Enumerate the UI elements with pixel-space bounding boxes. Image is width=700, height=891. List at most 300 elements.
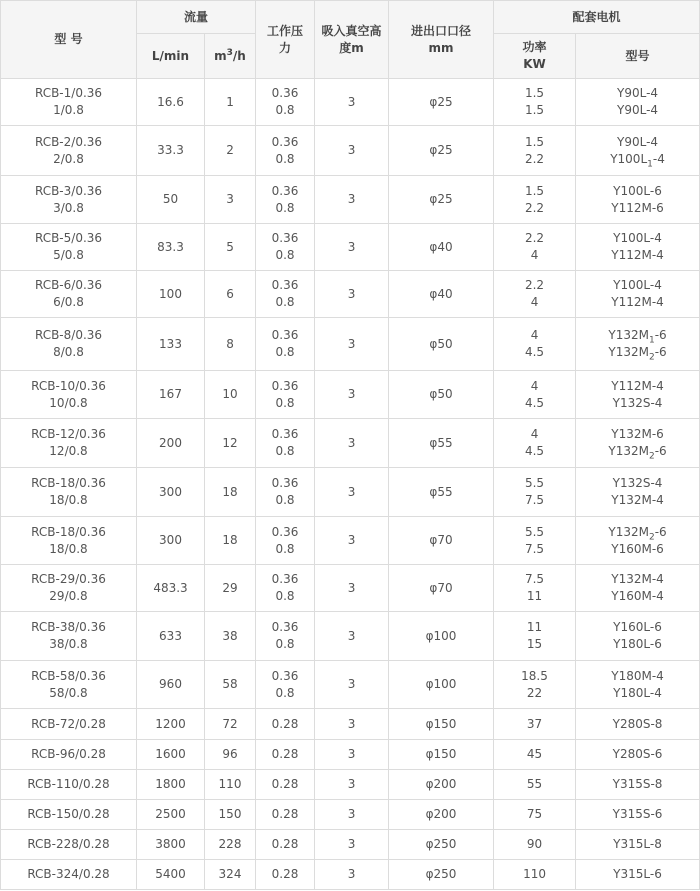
cell-model (1, 770, 137, 800)
cell-diameter: φ55 (389, 419, 494, 468)
cell-power (494, 860, 576, 890)
cell-flow-m3h: 1 (205, 79, 256, 126)
cell-power-line: 2.2 (524, 151, 545, 166)
cell-power-line: 15 (526, 637, 543, 651)
cell-flow-lmin: 633 (137, 612, 205, 661)
table-row (1, 860, 700, 890)
cell-diameter: φ250 (389, 830, 494, 860)
cell-pressure-line: 0.28 (271, 777, 299, 791)
cell-model (1, 860, 137, 890)
cell-vacuum: 3 (315, 318, 389, 371)
cell-power-line: 5.5 (524, 476, 545, 490)
cell-power-line: 2.2 (524, 231, 545, 245)
cell-power (494, 271, 576, 318)
cell-model-line: RCB-12/0.36 (31, 427, 106, 441)
cell-motor-model-line: Y132M-4 (611, 493, 664, 507)
cell-power-line: 4 (530, 295, 539, 309)
cell-motor-model-line: Y180M-4 (611, 668, 664, 683)
cell-motor-model-line: Y112M-6 (611, 200, 664, 215)
cell-diameter: φ40 (389, 271, 494, 318)
cell-power (494, 612, 576, 661)
table-row (1, 126, 700, 176)
cell-pressure (256, 860, 315, 890)
cell-diameter: φ150 (389, 740, 494, 770)
cell-power (494, 126, 576, 176)
cell-motor-model (576, 661, 700, 709)
table-row (1, 468, 700, 517)
cell-motor-model-line: Y90L-4 (617, 86, 659, 100)
cell-model (1, 661, 137, 709)
cell-pressure (256, 419, 315, 468)
cell-model (1, 371, 137, 419)
cell-diameter: φ25 (389, 126, 494, 176)
cell-motor-model-line: Y132S-4 (612, 395, 663, 410)
cell-model-line: RCB-150/0.28 (27, 807, 110, 821)
cell-pressure (256, 612, 315, 661)
cell-power (494, 176, 576, 224)
cell-motor-model-line: Y280S-6 (612, 747, 663, 761)
cell-flow-m3h: 18 (205, 517, 256, 565)
header-vacuum (315, 1, 389, 79)
cell-model (1, 612, 137, 661)
cell-vacuum: 3 (315, 517, 389, 565)
cell-power (494, 79, 576, 126)
table-row (1, 830, 700, 860)
table-header (1, 1, 700, 79)
cell-pressure-line: 0.36 (271, 183, 299, 198)
cell-flow-m3h: 3 (205, 176, 256, 224)
cell-flow-m3h: 58 (205, 661, 256, 709)
cell-power (494, 770, 576, 800)
cell-power-line: 4.5 (524, 345, 545, 359)
cell-motor-model (576, 860, 700, 890)
cell-vacuum: 3 (315, 800, 389, 830)
cell-power-line: 1.5 (524, 134, 545, 149)
cell-model-line: 1/0.8 (53, 103, 84, 117)
cell-power (494, 318, 576, 371)
cell-pressure-line: 0.28 (271, 716, 299, 731)
cell-flow-m3h: 10 (205, 371, 256, 419)
cell-pressure-line: 0.28 (271, 837, 299, 851)
cell-flow-lmin: 300 (137, 517, 205, 565)
cell-model-line: RCB-2/0.36 (34, 134, 103, 149)
header-flow-m3h-suffix: /h (232, 48, 246, 63)
cell-pressure-line: 0.36 (271, 134, 299, 149)
cell-vacuum: 3 (315, 271, 389, 318)
cell-flow-lmin: 200 (137, 419, 205, 468)
cell-flow-lmin: 1600 (137, 740, 205, 770)
cell-pressure-line: 0.8 (275, 200, 295, 215)
cell-flow-lmin: 483.3 (137, 565, 205, 612)
cell-model (1, 318, 137, 371)
cell-vacuum: 3 (315, 770, 389, 800)
cell-flow-m3h: 38 (205, 612, 256, 661)
cell-pressure-line: 0.8 (275, 151, 295, 166)
cell-pressure-line: 0.36 (271, 328, 299, 342)
cell-power-line: 45 (526, 747, 543, 761)
cell-flow-m3h: 150 (205, 800, 256, 830)
cell-power-line: 2.2 (524, 200, 545, 215)
cell-power (494, 709, 576, 740)
cell-power (494, 468, 576, 517)
cell-motor-model-line: Y160M-4 (611, 589, 664, 603)
cell-model (1, 126, 137, 176)
cell-motor-model (576, 79, 700, 126)
header-power (494, 34, 576, 79)
cell-motor-model-line: $Y132M_2-6$ (608, 524, 667, 542)
cell-motor-model-line: Y132S-4 (612, 476, 663, 490)
header-flow: 流量 (137, 1, 256, 34)
header-flow-m3h-sup: 3 (226, 47, 233, 58)
cell-model (1, 271, 137, 318)
cell-power (494, 800, 576, 830)
cell-pressure-line: 0.28 (271, 747, 299, 761)
table-row (1, 565, 700, 612)
cell-model-line: RCB-3/0.36 (34, 183, 103, 198)
table-row (1, 79, 700, 126)
cell-flow-lmin: 133 (137, 318, 205, 371)
cell-diameter: φ150 (389, 709, 494, 740)
cell-power-line: 7.5 (524, 493, 545, 507)
cell-vacuum: 3 (315, 661, 389, 709)
table-row (1, 224, 700, 271)
cell-vacuum: 3 (315, 612, 389, 661)
cell-pressure (256, 468, 315, 517)
cell-pressure (256, 224, 315, 271)
cell-power-line: 1.5 (524, 183, 545, 198)
cell-motor-model-line: Y280S-8 (612, 716, 663, 731)
table-row (1, 800, 700, 830)
cell-power (494, 517, 576, 565)
cell-flow-m3h: 324 (205, 860, 256, 890)
cell-model-line: RCB-1/0.36 (34, 86, 103, 100)
header-pressure-label: 工作压力 (267, 23, 304, 55)
cell-model (1, 517, 137, 565)
table-row (1, 740, 700, 770)
cell-model-line: 2/0.8 (53, 151, 84, 166)
cell-motor-model-line: Y315S-8 (612, 777, 663, 791)
cell-pressure-line: 0.36 (271, 378, 299, 393)
cell-power-line: 90 (526, 837, 543, 851)
cell-pressure-line: 0.8 (275, 589, 295, 603)
cell-power-line: 4.5 (524, 395, 545, 410)
cell-pressure (256, 271, 315, 318)
cell-flow-lmin: 960 (137, 661, 205, 709)
cell-motor-model-line: Y315L-8 (613, 837, 662, 851)
cell-pressure-line: 0.28 (271, 867, 299, 881)
cell-motor-model-line: Y100L-4 (613, 231, 662, 245)
cell-pressure-line: 0.36 (271, 476, 299, 490)
cell-power-line: 37 (526, 716, 543, 731)
header-diameter-line1: 进出口口径 (411, 23, 472, 38)
cell-flow-m3h: 12 (205, 419, 256, 468)
cell-model-line: RCB-18/0.36 (31, 524, 106, 539)
cell-model-line: 29/0.8 (49, 589, 88, 603)
cell-power (494, 371, 576, 419)
cell-diameter: φ55 (389, 468, 494, 517)
cell-flow-lmin: 5400 (137, 860, 205, 890)
cell-motor-model-line: $Y132M_2-6$ (608, 345, 667, 363)
cell-model-line: RCB-110/0.28 (27, 777, 110, 791)
cell-power-line: 1.5 (524, 86, 545, 100)
cell-motor-model (576, 830, 700, 860)
cell-vacuum: 3 (315, 79, 389, 126)
header-motor-model: 型号 (576, 34, 700, 79)
cell-motor-model-line: Y100L-6 (613, 183, 662, 198)
cell-model-line: RCB-6/0.36 (34, 278, 103, 292)
header-vacuum-label: 吸入真空高度m (321, 23, 382, 55)
cell-motor-model (576, 800, 700, 830)
table-body (1, 79, 700, 890)
cell-motor-model (576, 709, 700, 740)
cell-model-line: RCB-58/0.36 (31, 668, 106, 683)
cell-pressure (256, 770, 315, 800)
cell-flow-lmin: 300 (137, 468, 205, 517)
table-row (1, 176, 700, 224)
cell-power-line: 18.5 (521, 668, 548, 683)
cell-model (1, 565, 137, 612)
cell-power (494, 224, 576, 271)
cell-pressure-line: 0.36 (271, 668, 299, 683)
cell-model-line: RCB-18/0.36 (31, 476, 106, 490)
cell-model (1, 419, 137, 468)
header-pressure (256, 1, 315, 79)
cell-model-line: 38/0.8 (49, 637, 88, 651)
cell-flow-lmin: 33.3 (137, 126, 205, 176)
cell-motor-model (576, 770, 700, 800)
cell-model-line: 18/0.8 (49, 493, 88, 507)
cell-motor-model-line: Y315S-6 (612, 807, 663, 821)
cell-power-line: 7.5 (524, 541, 545, 556)
cell-power-line: 4 (530, 427, 539, 441)
header-diameter-line2: mm (428, 40, 454, 55)
cell-model-line: RCB-72/0.28 (31, 716, 106, 731)
header-flow-lmin: L/min (137, 34, 205, 79)
cell-pressure-line: 0.28 (271, 807, 299, 821)
cell-model-line: RCB-8/0.36 (34, 328, 103, 342)
cell-flow-m3h: 228 (205, 830, 256, 860)
cell-flow-m3h: 110 (205, 770, 256, 800)
cell-model-line: 58/0.8 (49, 685, 88, 700)
table-row (1, 612, 700, 661)
cell-power-line: 22 (526, 685, 543, 700)
cell-pressure (256, 830, 315, 860)
cell-flow-lmin: 1800 (137, 770, 205, 800)
cell-model (1, 176, 137, 224)
cell-pressure (256, 371, 315, 419)
cell-flow-lmin: 83.3 (137, 224, 205, 271)
cell-motor-model (576, 468, 700, 517)
cell-power-line: 1.5 (524, 103, 545, 117)
cell-power-line: 55 (526, 777, 543, 791)
cell-motor-model-line: Y180L-6 (613, 637, 662, 651)
header-power-line2: KW (523, 57, 546, 71)
cell-flow-lmin: 16.6 (137, 79, 205, 126)
cell-pressure (256, 800, 315, 830)
cell-pressure-line: 0.36 (271, 231, 299, 245)
cell-pressure-line: 0.8 (275, 103, 295, 117)
cell-power-line: 4 (530, 248, 539, 262)
cell-motor-model (576, 612, 700, 661)
cell-power-line: 7.5 (524, 572, 545, 586)
cell-vacuum: 3 (315, 419, 389, 468)
cell-model-line: 8/0.8 (53, 345, 84, 359)
cell-motor-model (576, 126, 700, 176)
cell-motor-model (576, 419, 700, 468)
cell-flow-lmin: 3800 (137, 830, 205, 860)
cell-flow-m3h: 8 (205, 318, 256, 371)
cell-motor-model-line: Y160M-6 (611, 541, 664, 556)
cell-motor-model (576, 740, 700, 770)
cell-motor-model (576, 371, 700, 419)
cell-motor-model-line: Y90L-4 (617, 134, 659, 149)
cell-model-line: 3/0.8 (53, 200, 84, 215)
cell-pressure (256, 740, 315, 770)
cell-model-line: 12/0.8 (49, 444, 88, 458)
cell-power-line: 4.5 (524, 444, 545, 458)
cell-pressure-line: 0.8 (275, 295, 295, 309)
header-model: 型 号 (1, 1, 137, 79)
cell-motor-model-line: Y160L-6 (613, 620, 662, 634)
table-row (1, 661, 700, 709)
cell-vacuum: 3 (315, 126, 389, 176)
cell-model-line: RCB-10/0.36 (31, 378, 106, 393)
cell-motor-model (576, 176, 700, 224)
cell-power-line: 2.2 (524, 278, 545, 292)
cell-flow-m3h: 2 (205, 126, 256, 176)
cell-power (494, 419, 576, 468)
cell-motor-model (576, 224, 700, 271)
cell-motor-model-line: Y100L-4 (613, 278, 662, 292)
cell-diameter: φ50 (389, 318, 494, 371)
cell-diameter: φ100 (389, 661, 494, 709)
cell-pressure-line: 0.8 (275, 248, 295, 262)
cell-model-line: 6/0.8 (53, 295, 84, 309)
cell-motor-model-line: Y90L-4 (617, 103, 659, 117)
cell-model (1, 468, 137, 517)
cell-flow-m3h: 96 (205, 740, 256, 770)
cell-motor-model (576, 517, 700, 565)
cell-vacuum: 3 (315, 371, 389, 419)
cell-pressure-line: 0.8 (275, 345, 295, 359)
cell-pressure-line: 0.8 (275, 685, 295, 700)
header-flow-m3h (205, 34, 256, 79)
cell-diameter: φ25 (389, 79, 494, 126)
cell-diameter: φ50 (389, 371, 494, 419)
cell-motor-model-line: Y180L-4 (613, 685, 662, 700)
cell-model (1, 224, 137, 271)
cell-model-line: 18/0.8 (49, 541, 88, 556)
cell-pressure-line: 0.8 (275, 444, 295, 458)
cell-pressure (256, 176, 315, 224)
cell-pressure (256, 709, 315, 740)
cell-model-line: 10/0.8 (49, 395, 88, 410)
cell-diameter: φ200 (389, 770, 494, 800)
cell-flow-lmin: 100 (137, 271, 205, 318)
cell-flow-lmin: 2500 (137, 800, 205, 830)
cell-model-line: RCB-324/0.28 (27, 867, 110, 881)
cell-pressure-line: 0.36 (271, 86, 299, 100)
cell-motor-model (576, 271, 700, 318)
cell-model-line: RCB-228/0.28 (27, 837, 110, 851)
cell-flow-m3h: 29 (205, 565, 256, 612)
cell-flow-m3h: 6 (205, 271, 256, 318)
cell-diameter: φ25 (389, 176, 494, 224)
cell-power (494, 740, 576, 770)
cell-power-line: 4 (530, 328, 539, 342)
cell-model-line: RCB-38/0.36 (31, 620, 106, 634)
cell-diameter: φ40 (389, 224, 494, 271)
cell-vacuum: 3 (315, 565, 389, 612)
cell-model (1, 800, 137, 830)
cell-pressure-line: 0.8 (275, 541, 295, 556)
cell-motor-model-line: Y112M-4 (611, 295, 664, 309)
cell-diameter: φ70 (389, 565, 494, 612)
cell-vacuum: 3 (315, 740, 389, 770)
cell-motor-model-line: Y132M-6 (611, 427, 664, 441)
cell-pressure-line: 0.36 (271, 278, 299, 292)
cell-motor-model-line: $Y132M_2-6$ (608, 444, 667, 462)
cell-vacuum: 3 (315, 468, 389, 517)
cell-motor-model-line: Y112M-4 (611, 248, 664, 262)
cell-diameter: φ70 (389, 517, 494, 565)
cell-pressure-line: 0.8 (275, 493, 295, 507)
cell-vacuum: 3 (315, 224, 389, 271)
cell-flow-m3h: 5 (205, 224, 256, 271)
cell-pressure (256, 565, 315, 612)
cell-vacuum: 3 (315, 709, 389, 740)
cell-diameter: φ200 (389, 800, 494, 830)
cell-power-line: 75 (526, 807, 543, 821)
cell-model-line: RCB-5/0.36 (34, 231, 103, 245)
cell-pressure-line: 0.8 (275, 395, 295, 410)
cell-power (494, 565, 576, 612)
cell-pressure-line: 0.36 (271, 620, 299, 634)
cell-flow-lmin: 1200 (137, 709, 205, 740)
cell-power-line: 11 (526, 620, 543, 634)
cell-pressure (256, 517, 315, 565)
cell-power (494, 830, 576, 860)
cell-pressure-line: 0.36 (271, 427, 299, 441)
cell-pressure (256, 318, 315, 371)
header-motor: 配套电机 (494, 1, 700, 34)
cell-model (1, 740, 137, 770)
cell-motor-model-line: Y132M-4 (611, 572, 664, 586)
header-power-line1: 功率 (522, 40, 547, 54)
cell-vacuum: 3 (315, 176, 389, 224)
cell-motor-model-line: Y112M-4 (611, 378, 664, 393)
cell-diameter: φ250 (389, 860, 494, 890)
cell-flow-lmin: 50 (137, 176, 205, 224)
cell-power-line: 11 (526, 589, 543, 603)
cell-pressure (256, 79, 315, 126)
cell-model-line: RCB-29/0.36 (31, 572, 106, 586)
cell-model-line: 5/0.8 (53, 248, 84, 262)
cell-power (494, 661, 576, 709)
cell-pressure (256, 126, 315, 176)
cell-model-line: RCB-96/0.28 (31, 747, 106, 761)
cell-vacuum: 3 (315, 830, 389, 860)
table-row (1, 770, 700, 800)
cell-pressure (256, 661, 315, 709)
cell-model (1, 709, 137, 740)
cell-diameter: φ100 (389, 612, 494, 661)
cell-model (1, 79, 137, 126)
cell-power-line: 4 (530, 378, 539, 393)
table-row (1, 419, 700, 468)
header-flow-m3h-prefix: m (214, 48, 227, 63)
cell-motor-model-line: $Y132M_1-6$ (608, 328, 667, 346)
